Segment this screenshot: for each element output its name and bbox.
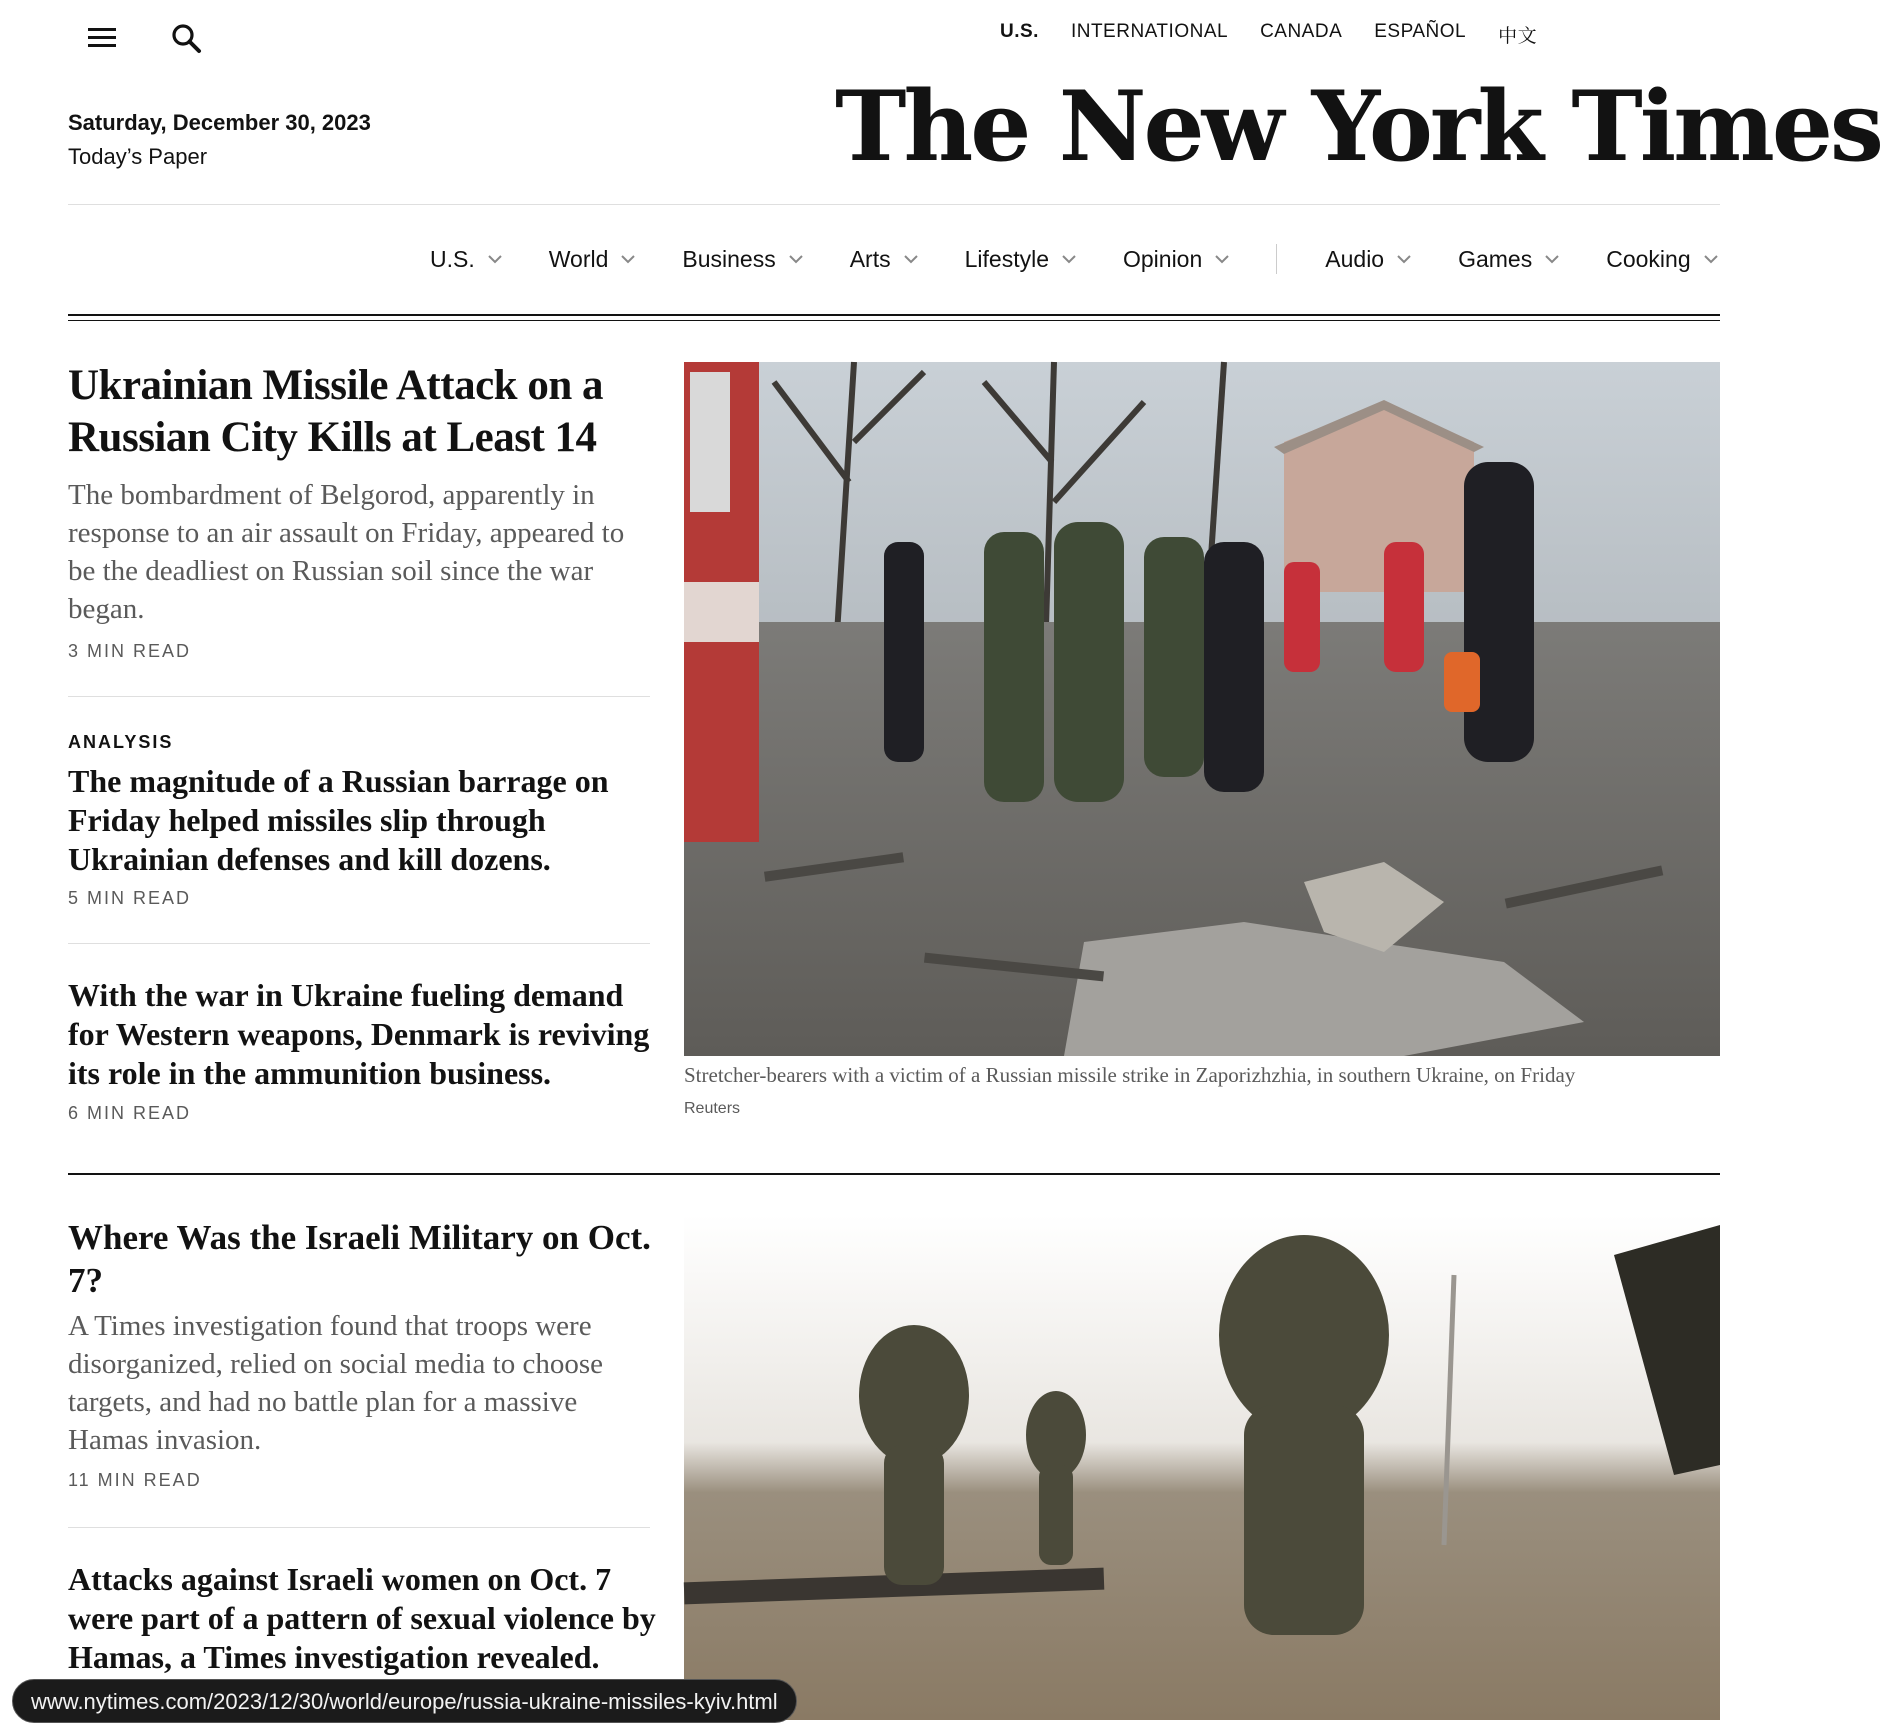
- section-divider: [68, 1173, 1720, 1175]
- chevron-down-icon: [788, 254, 804, 264]
- story-divider: [68, 943, 650, 944]
- lead-photo-credit: Reuters: [684, 1100, 741, 1117]
- read-time: 11 MIN READ: [68, 1470, 202, 1490]
- edition-switcher: [1000, 21, 1537, 48]
- nav-item-business[interactable]: [682, 246, 803, 273]
- lead-photo-caption: Stretcher-bearers with a victim of a Russian missile strike in Zaporizhzhia, in southern Ukraine, on Friday: [684, 1063, 1576, 1087]
- edition-chinese[interactable]: 中文: [1498, 26, 1538, 47]
- nav-item-label: Games: [1458, 245, 1533, 272]
- story-divider: [68, 696, 650, 697]
- chevron-down-icon: [1544, 254, 1560, 264]
- browser-status-url: www.nytimes.com/2023/12/30/world/europe/russia-ukraine-missiles-kyiv.html: [12, 1679, 797, 1723]
- nav-item-cooking[interactable]: [1606, 246, 1718, 273]
- lead-story-headline[interactable]: Ukrainian Missile Attack on a Russian City Kills at Least 14: [68, 362, 603, 461]
- todays-paper-link[interactable]: Today’s Paper: [68, 144, 208, 169]
- chevron-down-icon: [1703, 254, 1719, 264]
- nav-item-label: Audio: [1325, 245, 1385, 272]
- search-icon[interactable]: [170, 22, 202, 54]
- lead-photo[interactable]: [684, 362, 1720, 1056]
- israel-headline[interactable]: Where Was the Israeli Military on Oct. 7?: [68, 1218, 651, 1300]
- nav-item-arts[interactable]: [850, 246, 919, 273]
- israel-video-still[interactable]: [684, 1215, 1720, 1720]
- nav-item-lifestyle[interactable]: [965, 246, 1077, 273]
- nav-item-label: Opinion: [1122, 245, 1203, 272]
- attacks-headline[interactable]: Attacks against Israeli women on Oct. 7 were part of a pattern of sexual violence by Hamas, a Times investigation revealed.: [68, 1561, 656, 1675]
- chevron-down-icon: [1396, 254, 1412, 264]
- chevron-down-icon: [1214, 254, 1230, 264]
- chevron-down-icon: [620, 254, 636, 264]
- edition-canada[interactable]: CANADA: [1260, 21, 1343, 42]
- nav-divider-top: [68, 314, 1720, 316]
- nav-item-opinion[interactable]: [1123, 246, 1230, 273]
- story-divider: [68, 1527, 650, 1528]
- read-time: 3 MIN READ: [68, 641, 192, 661]
- read-time: 5 MIN READ: [68, 888, 192, 908]
- nav-divider-bottom: [68, 320, 1720, 321]
- current-date: Saturday, December 30, 2023: [68, 110, 371, 135]
- masthead-logo[interactable]: [835, 62, 1881, 192]
- nav-item-label: Cooking: [1606, 245, 1691, 272]
- nav-separator: [1276, 244, 1277, 274]
- analysis-kicker: ANALYSIS: [68, 732, 174, 752]
- chevron-down-icon: [1061, 254, 1077, 264]
- chevron-down-icon: [487, 254, 503, 264]
- section-nav: [430, 244, 1765, 274]
- nav-item-label: Arts: [849, 245, 891, 272]
- analysis-headline[interactable]: The magnitude of a Russian barrage on Friday helped missiles slip through Ukrainian defenses and kill dozens.: [68, 763, 609, 877]
- hamburger-menu-icon[interactable]: [86, 24, 118, 52]
- nav-item-world[interactable]: [549, 246, 637, 273]
- edition-espanol[interactable]: ESPAÑOL: [1374, 21, 1467, 42]
- header-divider: [68, 204, 1720, 205]
- nav-item-audio[interactable]: [1325, 246, 1412, 273]
- masthead-logo-text: The New York Times: [835, 70, 1881, 183]
- read-time: 6 MIN READ: [68, 1103, 192, 1123]
- nav-item-us[interactable]: [430, 246, 503, 273]
- nav-item-label: Lifestyle: [964, 245, 1049, 272]
- nav-item-label: U.S.: [430, 245, 475, 272]
- chevron-down-icon: [903, 254, 919, 264]
- lead-photo-image: [684, 362, 1720, 1056]
- nav-item-label: Business: [682, 245, 776, 272]
- nav-item-games[interactable]: [1458, 246, 1560, 273]
- edition-us[interactable]: U.S.: [1000, 21, 1039, 42]
- denmark-headline[interactable]: With the war in Ukraine fueling demand for Western weapons, Denmark is reviving its role in the ammunition business.: [68, 977, 650, 1091]
- israel-video-image: [684, 1215, 1720, 1720]
- edition-international[interactable]: INTERNATIONAL: [1070, 21, 1229, 42]
- israel-summary[interactable]: A Times investigation found that troops were disorganized, relied on social media to choose targets, and had no battle plan for a massive Hamas invasion.: [68, 1310, 603, 1456]
- lead-story-summary[interactable]: The bombardment of Belgorod, apparently in response to an air assault on Friday, appeared to be the deadliest on Russian soil since the war began.: [68, 479, 625, 625]
- nav-item-label: World: [548, 245, 609, 272]
